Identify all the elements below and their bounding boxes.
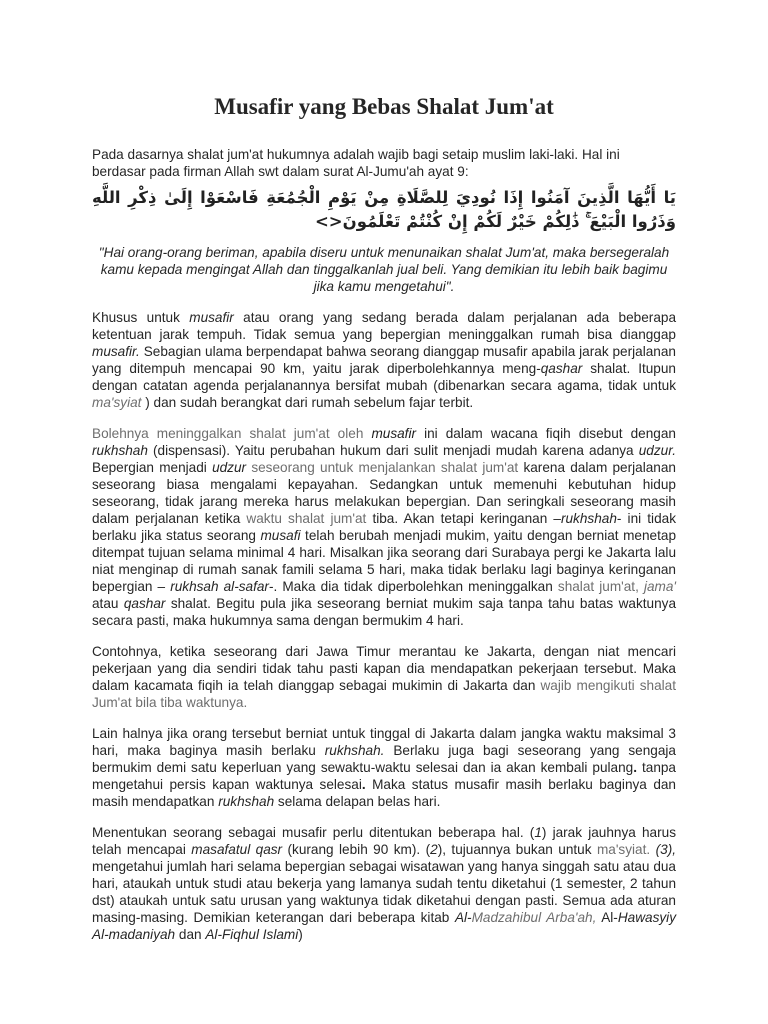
- paragraph-2: [92, 425, 676, 629]
- term-jama: jama': [643, 579, 676, 594]
- text-span: shalat jum'at,: [557, 579, 639, 594]
- text-span: Khusus untuk: [92, 310, 190, 325]
- term-masyiat: ma'syiat: [92, 395, 142, 410]
- term-masafatul-qasr: masafatul qasr: [191, 842, 283, 857]
- text-span: .: [633, 760, 638, 775]
- book-title: Al-Fiqhul Islami: [205, 927, 299, 942]
- text-span: ) dan sudah berangkat dari rumah sebelum fajar terbit.: [141, 395, 474, 410]
- article: [92, 94, 676, 957]
- text-span: mengetahui jumlah hari selama bepergian sebagai wisatawan yang hanya singgah satu atau dua hari, ataukah untuk studi atau bekerja yang lamanya sudah tentu diketahui (1 semester, 2 tahun dst) ataukah untuk satu urusan yang waktunya tidak diketahui dengan pasti. Semua ada aturan masing-masing. Demikian keterangan dari beberapa kitab: [92, 859, 676, 925]
- term-musafir: musafir: [189, 310, 234, 325]
- text-span: tanpa mengetahui persis kapan waktunya selesai: [92, 760, 676, 792]
- text-span: (dispensasi). Yaitu perubahan hukum dari sulit menjadi mudah karena adanya: [147, 443, 639, 458]
- text-span: Berlaku juga bagi seseorang yang sengaja bermukim demi satu keperluan yang sewaktu-waktu selesai dan ia akan kembali pulang: [92, 743, 676, 775]
- text-span: dan: [175, 927, 206, 942]
- text-span: ma'syiat.: [596, 842, 651, 857]
- arabic-verse: يَا أَيُّهَا الَّذِينَ آمَنُوا إِذَا نُودِيَ لِلصَّلَاةِ مِنْ يَوْمِ الْجُمُعَةِ فَاسْعَوْا إِلَىٰ ذِكْرِ اللَّهِ وَذَرُوا الْبَيْعَ ۚ ذَٰلِكُمْ خَيْرٌ لَكُمْ إِنْ كُنْتُمْ تَعْلَمُونَ<>: [92, 188, 676, 231]
- text-span: karena dalam perjalanan seseorang biasa mengalami kepayahan. Sedangkan untuk memenuhi kebutuhan hidup seseorang, tidak jarang mereka harus melakukan bepergian. Dan seringkali seseorang masih dalam perjalanan ketika: [92, 460, 676, 526]
- text-span: .: [361, 777, 366, 792]
- term-rukhsah-al-safar: rukhsah al-safar: [170, 579, 269, 594]
- paragraph-4: [92, 725, 676, 810]
- text-span: - ini tidak berlaku jika status seorang: [92, 511, 676, 543]
- text-span: Al-: [596, 910, 618, 925]
- text-span: ) jarak jauhnya harus telah mencapai: [92, 825, 676, 857]
- paragraph-3: [92, 643, 676, 711]
- term-rukhshah: rukhshah: [560, 511, 617, 526]
- text-span: Maka status musafir masih berlaku baginya dan masih mendapatkan: [92, 777, 676, 809]
- text-span: Contohnya, ketika seseorang dari Jawa Timur merantau ke Jakarta, dengan niat mencari pekerjaan yang dia sendiri tidak tahu pasti kapan dia mendapatkan pekerjaan tersebut. Maka dalam kacamata fiqih ia telah dianggap sebagai mukimin di Jakarta dan: [92, 644, 676, 693]
- text-span: telah berubah menjadi mukim, yaitu dengan berniat menetap ditempat tujuan selama minimal 4 hari. Misalkan jika seorang dari Surabaya pergi ke Jakarta lalu niat menginap di rumah sanak famili selama 5 hari, maka tidak berlaku lagi baginya keringanan bepergian –: [92, 528, 677, 594]
- list-number: (3),: [655, 842, 676, 857]
- page-title: Musafir yang Bebas Shalat Jum'at: [214, 94, 554, 119]
- term-rukhshah: rukhshah: [218, 794, 275, 809]
- term-musafir: musafir: [371, 426, 417, 441]
- text-span: Sebagian ulama berpendapat bahwa seorang dianggap musafir apabila jarak perjalanan yang ditempuh mencapai 90 km, yaitu jarak diperbolehkannya meng-: [92, 344, 676, 376]
- list-number: 2: [430, 842, 438, 857]
- intro-paragraph: Pada dasarnya shalat jum'at hukumnya adalah wajib bagi setaip muslim laki-laki. Hal ini berdasar pada firman Allah swt dalam surat Al-Jumu'ah ayat 9:: [92, 147, 620, 179]
- verse-translation: "Hai orang-orang beriman, apabila diseru untuk menunaikan shalat Jum'at, maka bersegeralah kamu kepada mengingat Allah dan tinggalkanlah jual beli. Yang demikian itu lebih baik bagimu jika kamu mengetahui".: [98, 245, 670, 294]
- text-span: atau: [92, 596, 124, 611]
- term-udzur: udzur: [212, 460, 247, 475]
- text-span: tiba. Akan tetapi keringanan –: [366, 511, 561, 526]
- term-udzur: udzur.: [638, 443, 676, 458]
- book-title: Al-: [454, 910, 472, 925]
- text-span: shalat. Begitu pula jika seseorang berniat mukim saja tanpa tahu batas waktunya secara pasti, maka hukumnya sama dengan bermukim 4 hari.: [92, 596, 677, 628]
- text-span: Bepergian menjadi: [92, 460, 213, 475]
- list-number: 1: [534, 825, 542, 840]
- text-span: Lain halnya jika orang tersebut berniat untuk tinggal di Jakarta dalam jangka waktu maksimal 3 hari, maka baginya masih berlaku: [92, 726, 676, 758]
- text-span: atau orang yang sedang berada dalam perjalanan ada beberapa ketentuan jarak tempuh. Tidak semua yang bepergian meninggalkan rumah bisa dianggap: [92, 310, 676, 342]
- book-title: Madzahibul Arba'ah,: [471, 910, 597, 925]
- text-span: shalat. Itupun dengan catatan agenda perjalanannya bersifat mubah (dibenarkan secara agama, tidak untuk: [92, 361, 676, 393]
- term-rukhshah: rukhshah: [92, 443, 148, 458]
- term-qashar: qashar: [123, 596, 166, 611]
- term-musafi: musafi: [260, 528, 301, 543]
- text-span: -. Maka dia tidak diperbolehkan meninggalkan: [268, 579, 558, 594]
- text-span: seseorang untuk menjalankan shalat jum'at: [246, 460, 519, 475]
- term-musafir: musafir.: [92, 344, 140, 359]
- text-span: Menentukan seorang sebagai musafir perlu ditentukan beberapa hal. (: [92, 825, 535, 840]
- text-span: ): [298, 927, 303, 942]
- term-rukhshah: rukhshah.: [324, 743, 385, 758]
- term-qashar: qashar: [540, 361, 583, 376]
- paragraph-1: [92, 309, 676, 411]
- book-title: Hawasyiy Al-madaniyah: [92, 910, 676, 942]
- text-span: selama delapan belas hari.: [274, 794, 441, 809]
- text-span: waktu shalat jum'at: [246, 511, 367, 526]
- text-span: Bolehnya meninggalkan shalat jum'at oleh: [92, 426, 372, 441]
- text-span: ini dalam wacana fiqih disebut dengan: [416, 426, 676, 441]
- text-span: (kurang lebih 90 km). (: [282, 842, 431, 857]
- text-span: wajib mengikuti shalat Jum'at bila tiba waktunya.: [92, 678, 676, 710]
- text-span: ), tujuannya bukan untuk: [437, 842, 597, 857]
- paragraph-5: [92, 824, 676, 943]
